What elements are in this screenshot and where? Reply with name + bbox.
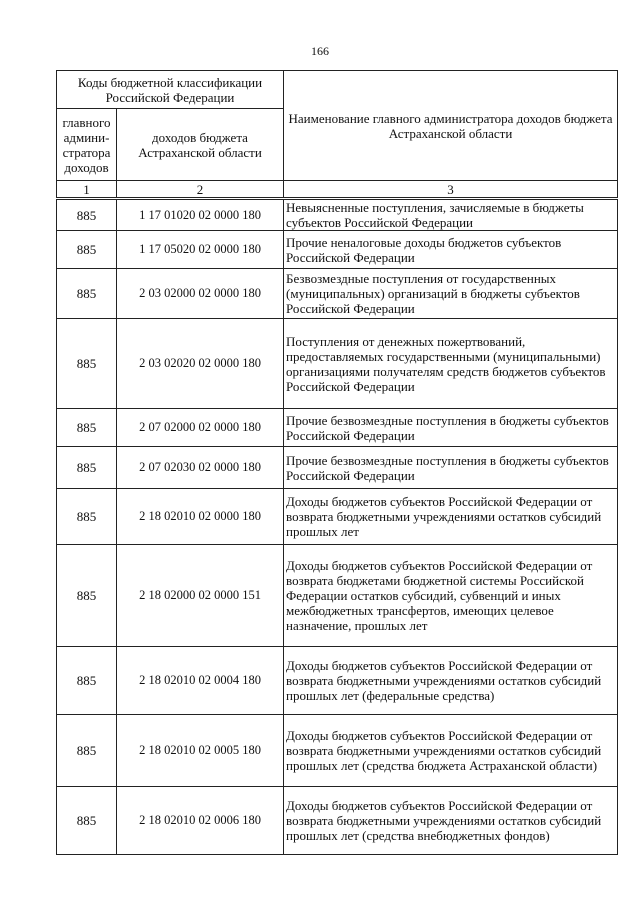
table-row	[57, 231, 618, 269]
admin-code: 885	[57, 319, 117, 409]
income-name: Поступления от денежных пожертвований, предоставляемых государственными (муниципальными) организациями получателям средств бюджетов субъектов Российской Федерации	[284, 319, 618, 409]
admin-code: 885	[57, 447, 117, 489]
income-code: 2 18 02010 02 0004 180	[117, 647, 284, 715]
admin-code: 885	[57, 409, 117, 447]
table-row	[57, 647, 618, 715]
income-code: 2 18 02010 02 0005 180	[117, 715, 284, 787]
income-name: Прочие безвозмездные поступления в бюджеты субъектов Российской Федерации	[284, 409, 618, 447]
column-number-3: 3	[284, 181, 618, 199]
header-codes-group: Коды бюджетной классификации Российской Федерации	[57, 71, 284, 109]
income-code: 2 18 02010 02 0000 180	[117, 489, 284, 545]
income-code: 1 17 05020 02 0000 180	[117, 231, 284, 269]
income-code: 2 18 02010 02 0006 180	[117, 787, 284, 855]
table-row	[57, 269, 618, 319]
admin-code: 885	[57, 269, 117, 319]
income-name: Прочие безвозмездные поступления в бюджеты субъектов Российской Федерации	[284, 447, 618, 489]
table-row	[57, 409, 618, 447]
income-code: 2 07 02000 02 0000 180	[117, 409, 284, 447]
table-row	[57, 199, 618, 231]
table-row	[57, 319, 618, 409]
admin-code: 885	[57, 647, 117, 715]
income-name: Доходы бюджетов субъектов Российской Федерации от возврата бюджетными учреждениями остатков субсидий прошлых лет (средства внебюджетных фондов)	[284, 787, 618, 855]
income-code: 2 03 02020 02 0000 180	[117, 319, 284, 409]
admin-code: 885	[57, 199, 117, 231]
table-row	[57, 787, 618, 855]
income-name: Доходы бюджетов субъектов Российской Федерации от возврата бюджетными учреждениями остатков субсидий прошлых лет	[284, 489, 618, 545]
admin-code: 885	[57, 545, 117, 647]
admin-code: 885	[57, 715, 117, 787]
budget-classification-table	[56, 70, 618, 855]
income-code: 1 17 01020 02 0000 180	[117, 199, 284, 231]
income-code: 2 18 02000 02 0000 151	[117, 545, 284, 647]
income-code: 2 07 02030 02 0000 180	[117, 447, 284, 489]
admin-code: 885	[57, 231, 117, 269]
column-number-2: 2	[117, 181, 284, 199]
header-admin-name: Наименование главного администратора доходов бюджета Астраханской области	[284, 71, 618, 181]
page-number: 166	[311, 44, 329, 58]
table-row	[57, 447, 618, 489]
header-admin-code: главного админи-стратора доходов	[57, 109, 117, 181]
income-name: Безвозмездные поступления от государственных (муниципальных) организаций в бюджеты субъектов Российской Федерации	[284, 269, 618, 319]
column-number-1: 1	[57, 181, 117, 199]
income-name: Доходы бюджетов субъектов Российской Федерации от возврата бюджетными учреждениями остатков субсидий прошлых лет (федеральные средства)	[284, 647, 618, 715]
table-row	[57, 715, 618, 787]
header-income-code: доходов бюджета Астраханской области	[117, 109, 284, 181]
table-row	[57, 489, 618, 545]
table-row	[57, 545, 618, 647]
income-name: Доходы бюджетов субъектов Российской Федерации от возврата бюджетными учреждениями остатков субсидий прошлых лет (средства бюджета Астраханской области)	[284, 715, 618, 787]
admin-code: 885	[57, 489, 117, 545]
income-name: Прочие неналоговые доходы бюджетов субъектов Российской Федерации	[284, 231, 618, 269]
admin-code: 885	[57, 787, 117, 855]
income-code: 2 03 02000 02 0000 180	[117, 269, 284, 319]
income-name: Невыясненные поступления, зачисляемые в бюджеты субъектов Российской Федерации	[284, 199, 618, 231]
income-name: Доходы бюджетов субъектов Российской Федерации от возврата бюджетами бюджетной системы Российской Федерации остатков субсидий, субвенций и иных межбюджетных трансфертов, имеющих целевое назначение, прошлых лет	[284, 545, 618, 647]
